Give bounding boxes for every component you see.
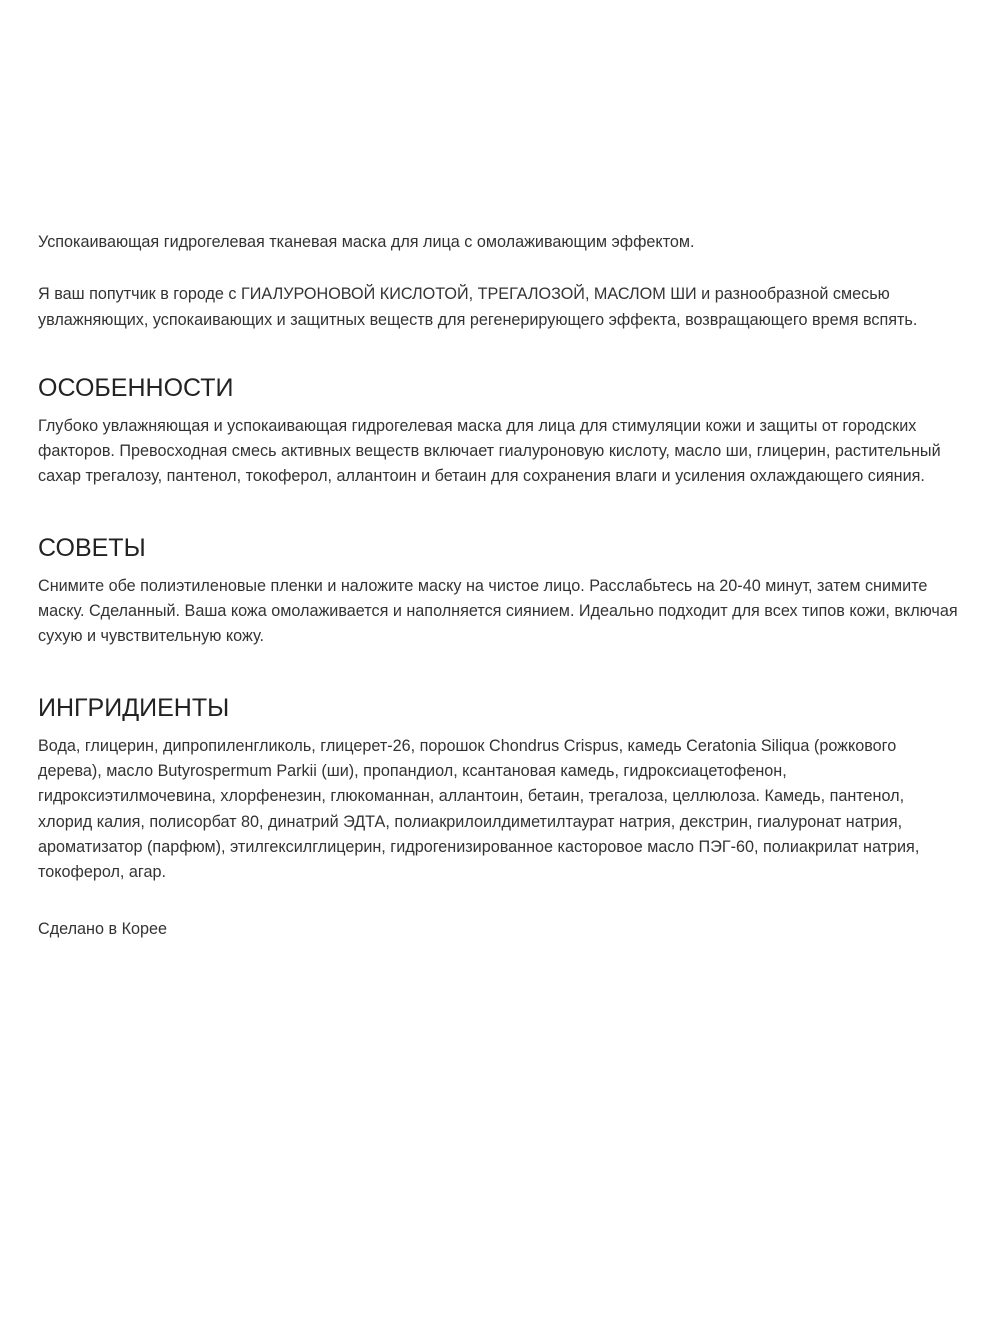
lead-text: Я ваш попутчик в городе с ГИАЛУРОНОВОЙ КИСЛОТОЙ, ТРЕГАЛОЗОЙ, МАСЛОМ ШИ и разнообразной смесью увлажняющих, успокаивающих и защитных веществ для регенерирующего эффекта, возвращающего время вспять. <box>38 285 918 329</box>
tips-heading: СОВЕТЫ <box>38 533 146 562</box>
ingredients-heading: ИНГРИДИЕНТЫ <box>38 693 230 722</box>
ingredients-text: Вода, глицерин, дипропиленгликоль, глицерет-26, порошок Chondrus Crispus, камедь Ceratonia Siliqua (рожкового дерева), масло Butyrospermum Parkii (ши), пропандиол, ксантановая камедь, гидроксиацетофенон, гидроксиэтилмочевина, хлорфенезин, глюкоманнан, аллантоин, бетаин, трегалоза, целлюлоза. Камедь, пантенол, хлорид калия, полисорбат 80, динатрий ЭДТА, полиакрилоилдиметилтаурат натрия, декстрин, гиалуронат натрия, ароматизатор (парфюм), этилгексилглицерин, гидрогенизированное касторовое масло ПЭГ-60, полиакрилат натрия, токоферол, агар. <box>38 736 920 882</box>
features-text: Глубоко увлажняющая и успокаивающая гидрогелевая маска для лица для стимуляции кожи и защиты от городских факторов. Превосходная смесь активных веществ включает гиалуроновую кислоту, масло ши, глицерин, растительный сахар трегалозу, пантенол, токоферол, аллантоин и бетаин для сохранения влаги и усиления охлаждающего сияния. <box>38 416 941 486</box>
product-description <box>38 230 958 943</box>
intro-text: Успокаивающая гидрогелевая тканевая маска для лица с омолаживающим эффектом. <box>38 233 695 251</box>
made-in-text: Сделано в Корее <box>38 920 168 939</box>
features-heading: ОСОБЕННОСТИ <box>38 373 234 402</box>
tips-text: Снимите обе полиэтиленовые пленки и наложите маску на чистое лицо. Расслабьтесь на 20-40 минут, затем снимите маску. Сделанный. Ваша кожа омолаживается и наполняется сиянием. Идеально подходит для всех типов кожи, включая сухую и чувствительную кожу. <box>38 576 958 646</box>
